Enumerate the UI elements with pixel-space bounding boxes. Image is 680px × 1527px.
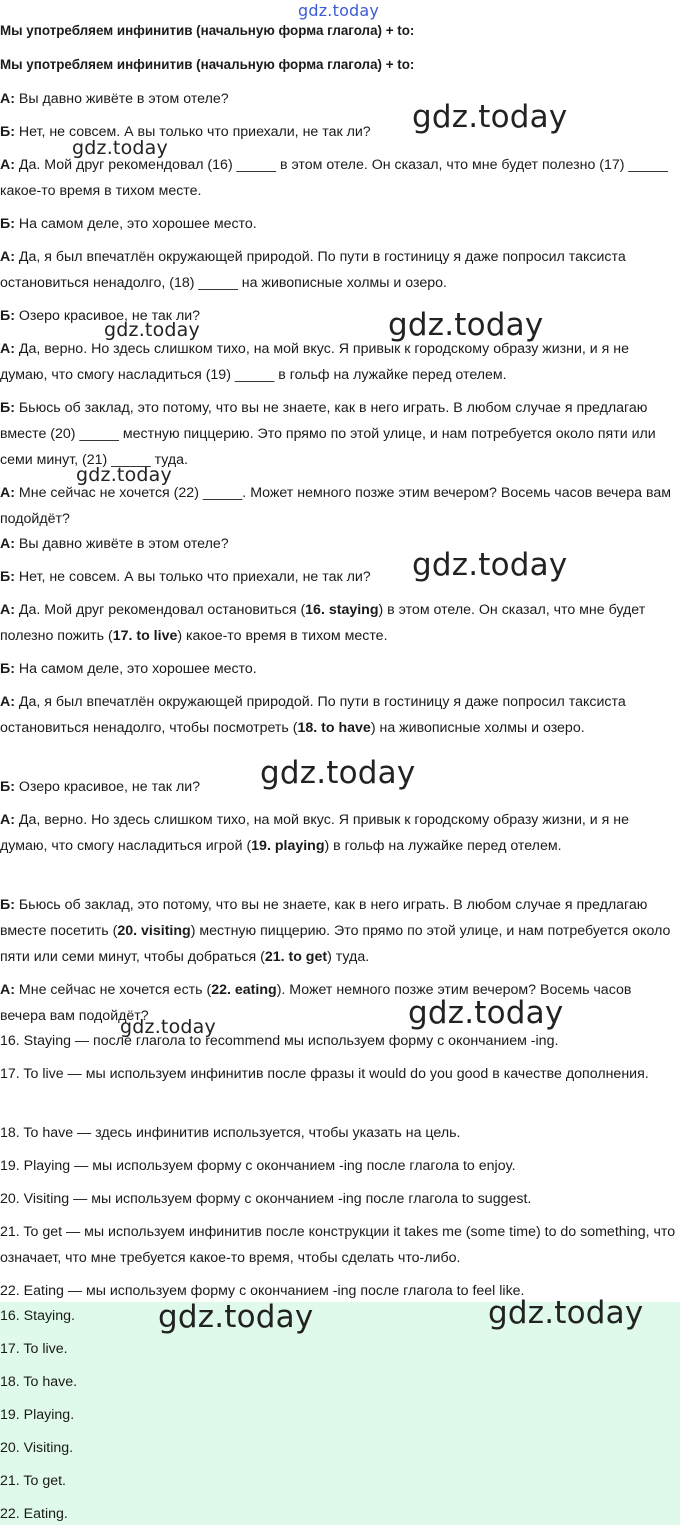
explanation-item: 19. Playing — мы используем форму с окончанием -ing после глагола to enjoy. bbox=[0, 1158, 516, 1174]
speaker-label: Б: bbox=[0, 216, 15, 232]
dialog-text: ) туда. bbox=[327, 949, 370, 965]
speaker-label: Б: bbox=[0, 661, 15, 677]
dialog-text: Да. Мой друг рекомендовал (16) _____ в этом отеле. Он сказал, что мне будет полезно (17) _____ какое-то время в тихом месте. bbox=[0, 157, 668, 199]
dialog-line bbox=[0, 807, 678, 859]
answer-item: 17. To live. bbox=[0, 1341, 68, 1357]
dialog-text: Да. Мой друг рекомендовал остановиться ( bbox=[14, 602, 306, 618]
dialog-text: ). Может немного позже этим вечером? Восемь часов вечера вам подойдёт? bbox=[0, 982, 632, 1024]
watermark-text: gdz.today bbox=[298, 1, 380, 20]
watermark-text: gdz.today bbox=[120, 1016, 216, 1038]
watermark-text: gdz.today bbox=[260, 755, 416, 791]
watermark-text: gdz.today bbox=[388, 307, 544, 343]
answers-block bbox=[0, 1299, 680, 1525]
answer-item: 19. Playing. bbox=[0, 1407, 75, 1423]
watermark-text: gdz.today bbox=[76, 464, 172, 486]
speaker-label: А: bbox=[0, 982, 15, 998]
dialog-text: Бьюсь об заклад, это потому, что вы не знаете, как в него играть. В любом случае я предлагаю вместе посетить ( bbox=[0, 897, 648, 939]
speaker-label: А: bbox=[0, 249, 15, 265]
speaker-label: А: bbox=[0, 812, 15, 828]
explanation-item: 20. Visiting — мы используем форму с окончанием -ing после глагола to suggest. bbox=[0, 1191, 532, 1207]
dialog-text: Да, верно. Но здесь слишком тихо, на мой вкус. Я привык к городскому образу жизни, и я не думаю, что смогу насладиться игрой ( bbox=[0, 812, 630, 854]
dialog-line bbox=[0, 977, 678, 1029]
section-heading: Мы употребляем инфинитив (начальную форма глагола) + to: bbox=[0, 57, 415, 72]
speaker-label: А: bbox=[0, 485, 15, 501]
speaker-label: Б: bbox=[0, 400, 15, 416]
answer-highlight: 19. playing bbox=[251, 838, 325, 854]
dialog-line bbox=[0, 336, 678, 388]
answer-item: 20. Visiting. bbox=[0, 1440, 74, 1456]
speaker-label: А: bbox=[0, 157, 15, 173]
speaker-label: Б: bbox=[0, 124, 15, 140]
answer-highlight: 21. to get bbox=[264, 949, 328, 965]
dialog-text: Да, я был впечатлён окружающей природой. По пути в гостиницу я даже попросил таксиста остановиться ненадолго, чтобы посмотреть ( bbox=[0, 694, 626, 736]
dialog-text: Бьюсь об заклад, это потому, что вы не знаете, как в него играть. В любом случае я предлагаю вместе (20) _____ местную пиццерию. Это прямо по этой улице, и нам потребуется около пяти или семи минут, (21) _____ туда. bbox=[0, 400, 656, 468]
explanation-item: 21. To get — мы используем инфинитив после конструкции it takes me (some time) to do something, что означает, что мне требуется какое-то время, чтобы сделать что-либо. bbox=[0, 1224, 676, 1266]
dialog-line bbox=[0, 564, 678, 590]
dialog-text: Озеро красивое, не так ли? bbox=[14, 308, 201, 324]
dialog-text: На самом деле, это хорошее место. bbox=[14, 661, 257, 677]
dialog-line bbox=[0, 211, 678, 237]
dialog-line bbox=[0, 152, 678, 204]
speaker-label: А: bbox=[0, 536, 15, 552]
speaker-label: А: bbox=[0, 341, 15, 357]
dialog-text: Вы давно живёте в этом отеле? bbox=[14, 536, 229, 552]
answer-highlight: 18. to have bbox=[297, 720, 371, 736]
speaker-label: Б: bbox=[0, 569, 15, 585]
speaker-label: А: bbox=[0, 602, 15, 618]
speaker-label: Б: bbox=[0, 308, 15, 324]
dialog-text: ) в этом отеле. Он сказал, что мне будет полезно пожить ( bbox=[0, 602, 646, 644]
answer-item: 18. To have. bbox=[0, 1374, 78, 1390]
dialog-text: Мне сейчас не хочется (22) _____. Может немного позже этим вечером? Восемь часов вечера вам подойдёт? bbox=[0, 485, 672, 527]
watermark-text: gdz.today bbox=[72, 137, 168, 159]
dialog-text: ) в гольф на лужайке перед отелем. bbox=[324, 838, 562, 854]
watermark-text: gdz.today bbox=[412, 547, 568, 583]
dialog-line bbox=[0, 395, 678, 473]
dialog-line bbox=[0, 689, 678, 741]
explanation-item: 22. Eating — мы используем форму с окончанием -ing после глагола to feel like. bbox=[0, 1283, 525, 1299]
dialog-text: Вы давно живёте в этом отеле? bbox=[14, 91, 229, 107]
explanation-item: 16. Staying — после глагола to recommend мы используем форму с окончанием -ing. bbox=[0, 1033, 559, 1049]
answer-highlight: 20. visiting bbox=[117, 923, 191, 939]
answer-item: 22. Eating. bbox=[0, 1506, 68, 1522]
answer-highlight: 22. eating bbox=[211, 982, 277, 998]
dialog-line bbox=[0, 244, 678, 296]
dialog-text: ) какое-то время в тихом месте. bbox=[177, 628, 388, 644]
dialog-text: ) на живописные холмы и озеро. bbox=[370, 720, 585, 736]
dialog-line bbox=[0, 86, 678, 112]
speaker-label: А: bbox=[0, 694, 15, 710]
dialog-text: На самом деле, это хорошее место. bbox=[14, 216, 257, 232]
dialog-text: Озеро красивое, не так ли? bbox=[14, 779, 201, 795]
answer-item: 16. Staying. bbox=[0, 1308, 75, 1324]
speaker-label: Б: bbox=[0, 779, 15, 795]
speaker-label: Б: bbox=[0, 897, 15, 913]
dialog-text: Нет, не совсем. А вы только что приехали, не так ли? bbox=[14, 569, 371, 585]
dialog-line bbox=[0, 480, 678, 532]
answer-highlight: 16. staying bbox=[305, 602, 379, 618]
explanation-item: 18. To have — здесь инфинитив используется, чтобы указать на цель. bbox=[0, 1125, 461, 1141]
speaker-label: А: bbox=[0, 91, 15, 107]
answer-item: 21. To get. bbox=[0, 1473, 66, 1489]
watermark-text: gdz.today bbox=[104, 319, 200, 341]
watermark-text: gdz.today bbox=[408, 995, 564, 1031]
section-heading: Мы употребляем инфинитив (начальную форма глагола) + to: bbox=[0, 23, 415, 38]
watermark-text: gdz.today bbox=[158, 1299, 314, 1335]
dialog-text: Мне сейчас не хочется есть ( bbox=[14, 982, 212, 998]
explanation-item: 17. To live — мы используем инфинитив после фразы it would do you good в качестве дополнения. bbox=[0, 1066, 649, 1082]
dialog-line bbox=[0, 892, 678, 970]
dialog-text: Да, верно. Но здесь слишком тихо, на мой вкус. Я привык к городскому образу жизни, и я не думаю, что смогу насладиться (19) _____ в гольф на лужайке перед отелем. bbox=[0, 341, 630, 383]
dialog-text: Нет, не совсем. А вы только что приехали, не так ли? bbox=[14, 124, 371, 140]
dialog-line bbox=[0, 656, 678, 682]
dialog-line bbox=[0, 531, 678, 557]
dialog-line bbox=[0, 303, 678, 329]
dialog-text: Да, я был впечатлён окружающей природой. По пути в гостиницу я даже попросил таксиста остановиться ненадолго, (18) _____ на живописные холмы и озеро. bbox=[0, 249, 626, 291]
watermark-text: gdz.today bbox=[412, 99, 568, 135]
watermark-text: gdz.today bbox=[488, 1295, 644, 1331]
answer-highlight: 17. to live bbox=[112, 628, 178, 644]
dialog-line bbox=[0, 597, 678, 649]
dialog-text: ) местную пиццерию. Это прямо по этой улице, и нам потребуется около пяти или семи минут, чтобы добраться ( bbox=[0, 923, 671, 965]
